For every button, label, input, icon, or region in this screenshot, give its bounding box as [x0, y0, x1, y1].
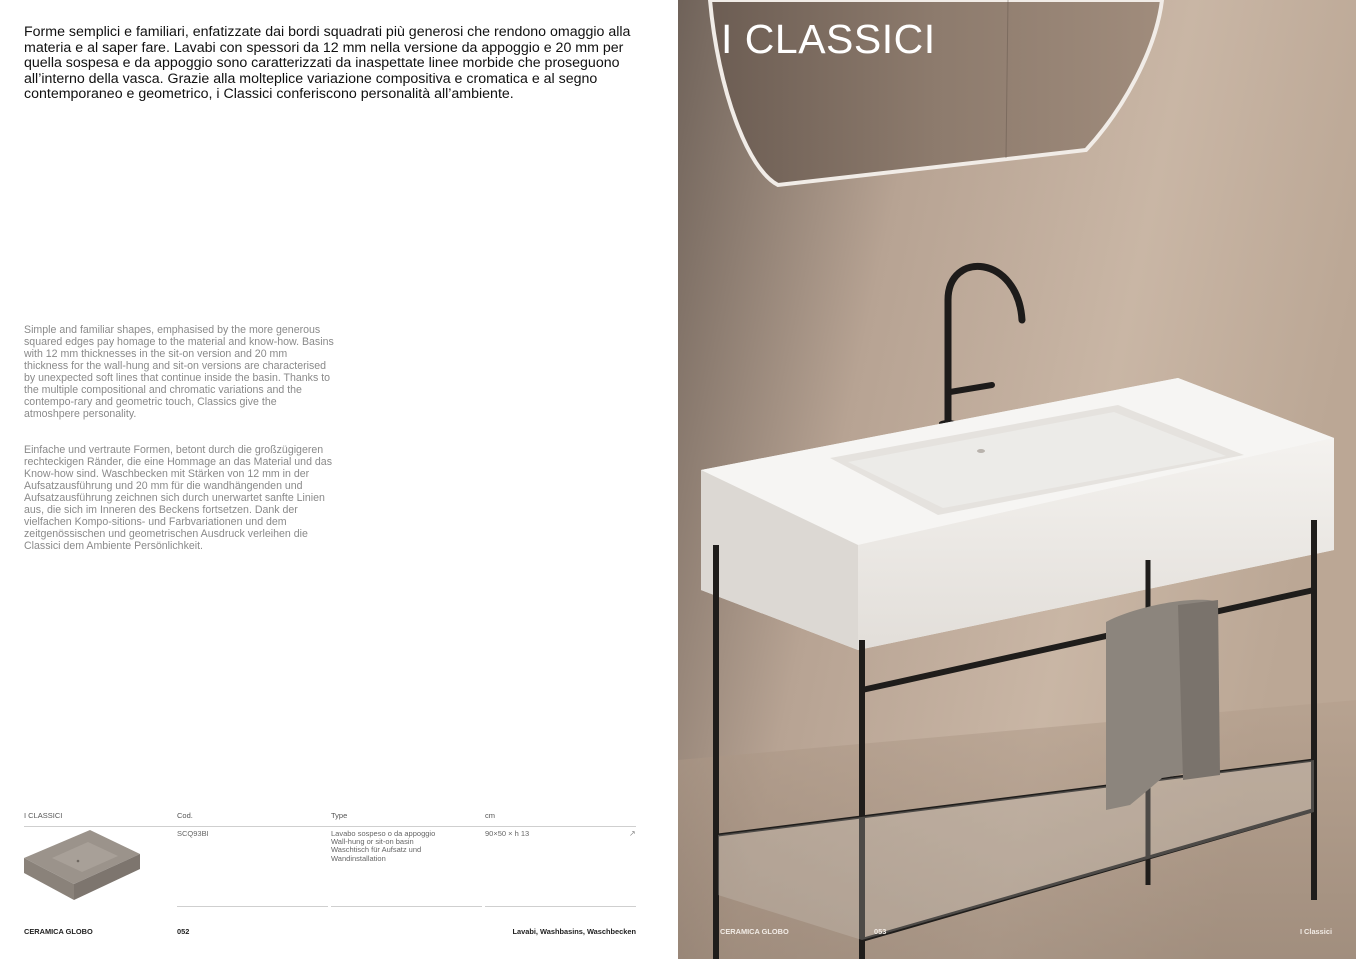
right-page-photo	[678, 0, 1356, 959]
table-bottom-rule-code	[177, 906, 328, 907]
table-bottom-rule-type	[331, 906, 482, 907]
footer-brand-right: CERAMICA GLOBO	[720, 927, 789, 936]
table-header-type: Type	[331, 811, 348, 820]
table-divider	[24, 826, 636, 827]
page-title: I CLASSICI	[721, 16, 936, 62]
german-paragraph: Einfache und vertraute Formen, betont durch die großzügigeren rechteckigen Ränder, die eine Hommage an das Material und das Know-how sind. Waschbecken mit Stärken von 12 mm in der Aufsatzausführung und 20 mm für die wandhängenden und Aufsatzausführung zeichnen sich durch unerwartet sanfte Linien aus, die sich im Inneren des Beckens fortsetzen. Dank der vielfachen Kompo-sitions- und Farbvariationen und dem zeitgenössischen und geometrischen Ausdruck verleihen die Classici dem Ambiente Persönlichkeit.	[24, 444, 332, 552]
table-header-size: cm	[485, 811, 495, 820]
product-type: Lavabo sospeso o da appoggio Wall-hung or sit-on basin Waschtisch für Aufsatz und Wandinstallation	[331, 829, 436, 863]
english-paragraph: Simple and familiar shapes, emphasised by the more generous squared edges pay homage to the material and know-how. Basins with 12 mm thicknesses in the sit-on version and 20 mm thickness for the wall-hung and sit-on versions are characterised by unexpected soft lines that continue inside the basin. Thanks to the multiple compositional and chromatic variations and the contempo-rary and geometric touch, Classics give the atmoshpere personality.	[24, 324, 334, 420]
bathroom-photo	[678, 0, 1356, 959]
footer-page-number: 052	[177, 927, 190, 936]
product-size: 90×50 × h 13	[485, 829, 530, 838]
footer-section-right: I Classici	[1299, 927, 1332, 936]
footer-brand: CERAMICA GLOBO	[24, 927, 93, 936]
footer-page-number-right: 053	[874, 927, 887, 936]
basin-thumbnail	[22, 828, 142, 902]
table-header-code: Cod.	[177, 811, 193, 820]
product-code: SCQ93BI	[177, 829, 209, 838]
arrow-up-right-icon[interactable]: ↗	[629, 829, 636, 838]
intro-paragraph: Forme semplici e familiari, enfatizzate dai bordi squadrati più generosi che rendono omaggio alla materia e al saper fare. Lavabi con spessori da 12 mm nella versione da appoggio e 20 mm per quella sospesa e da appoggio sono caratterizzati da inaspettate linee morbide che proseguono all’interno della vasca. Grazie alla molteplice variazione compositiva e cromatica e al segno contemporaneo e geometrico, i Classici conferiscono personalità all’ambiente.	[24, 24, 631, 103]
footer-section: Lavabi, Washbasins, Waschbecken	[512, 927, 636, 936]
table-bottom-rule-size	[485, 906, 636, 907]
table-header-collection: I CLASSICI	[24, 811, 63, 820]
